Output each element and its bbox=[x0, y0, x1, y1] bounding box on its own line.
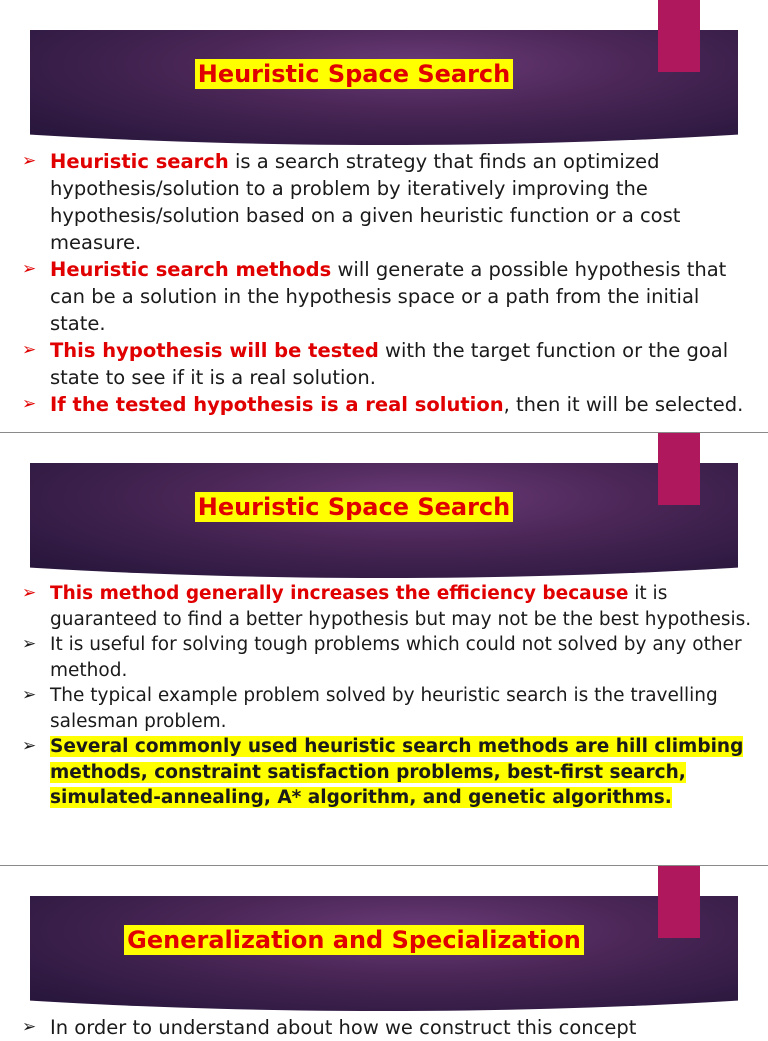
arrow-bullet-icon: ➢ bbox=[22, 151, 37, 171]
arrow-bullet-icon: ➢ bbox=[22, 634, 37, 654]
arrow-bullet-icon: ➢ bbox=[22, 583, 37, 603]
list-item: ➢ It is useful for solving tough problems which could not solved by any other method. bbox=[22, 634, 742, 681]
arrow-bullet-icon: ➢ bbox=[22, 340, 37, 360]
list-item: ➢ If the tested hypothesis is a real solution, then it will be selected. bbox=[22, 393, 744, 416]
list-item: ➢ This hypothesis will be tested with the target function or the goal state to see if it is a real solution. bbox=[22, 339, 729, 389]
slide-title: Heuristic Space Search bbox=[0, 60, 708, 88]
list-item: ➢ Heuristic search methods will generate a possible hypothesis that can be a solution in the hypothesis space or a path from the initial state. bbox=[22, 258, 727, 335]
slide-2 bbox=[0, 433, 768, 865]
list-item: ➢ Heuristic search is a search strategy that finds an optimized hypothesis/solution to a problem by iteratively improving the hypothesis/solution based on a given heuristic function or a cost measure. bbox=[22, 150, 681, 254]
slide-1 bbox=[0, 0, 768, 432]
bullet-list bbox=[22, 148, 757, 418]
arrow-bullet-icon: ➢ bbox=[22, 394, 37, 414]
arrow-bullet-icon: ➢ bbox=[22, 685, 37, 705]
list-item: ➢ The typical example problem solved by heuristic search is the travelling salesman problem. bbox=[22, 685, 718, 732]
arrow-bullet-icon: ➢ bbox=[22, 1017, 37, 1037]
arrow-bullet-icon: ➢ bbox=[22, 259, 37, 279]
bullet-list bbox=[22, 581, 757, 811]
list-item: ➢ This method generally increases the efficiency because it is guaranteed to find a better hypothesis but may not be the best hypothesis. bbox=[22, 583, 752, 630]
slide-3 bbox=[0, 866, 768, 1039]
slide-title: Generalization and Specialization bbox=[0, 926, 708, 954]
list-item: ➢ Several commonly used heuristic search methods are hill climbing methods, constraint satisfaction problems, best-first search, simulated-annealing, A* algorithm, and genetic algorithms. bbox=[22, 736, 744, 808]
slide-title: Heuristic Space Search bbox=[0, 493, 708, 521]
list-item: ➢ In order to understand about how we construct this concept bbox=[22, 1016, 637, 1039]
arrow-bullet-icon: ➢ bbox=[22, 736, 37, 756]
bullet-list bbox=[22, 1014, 757, 1041]
